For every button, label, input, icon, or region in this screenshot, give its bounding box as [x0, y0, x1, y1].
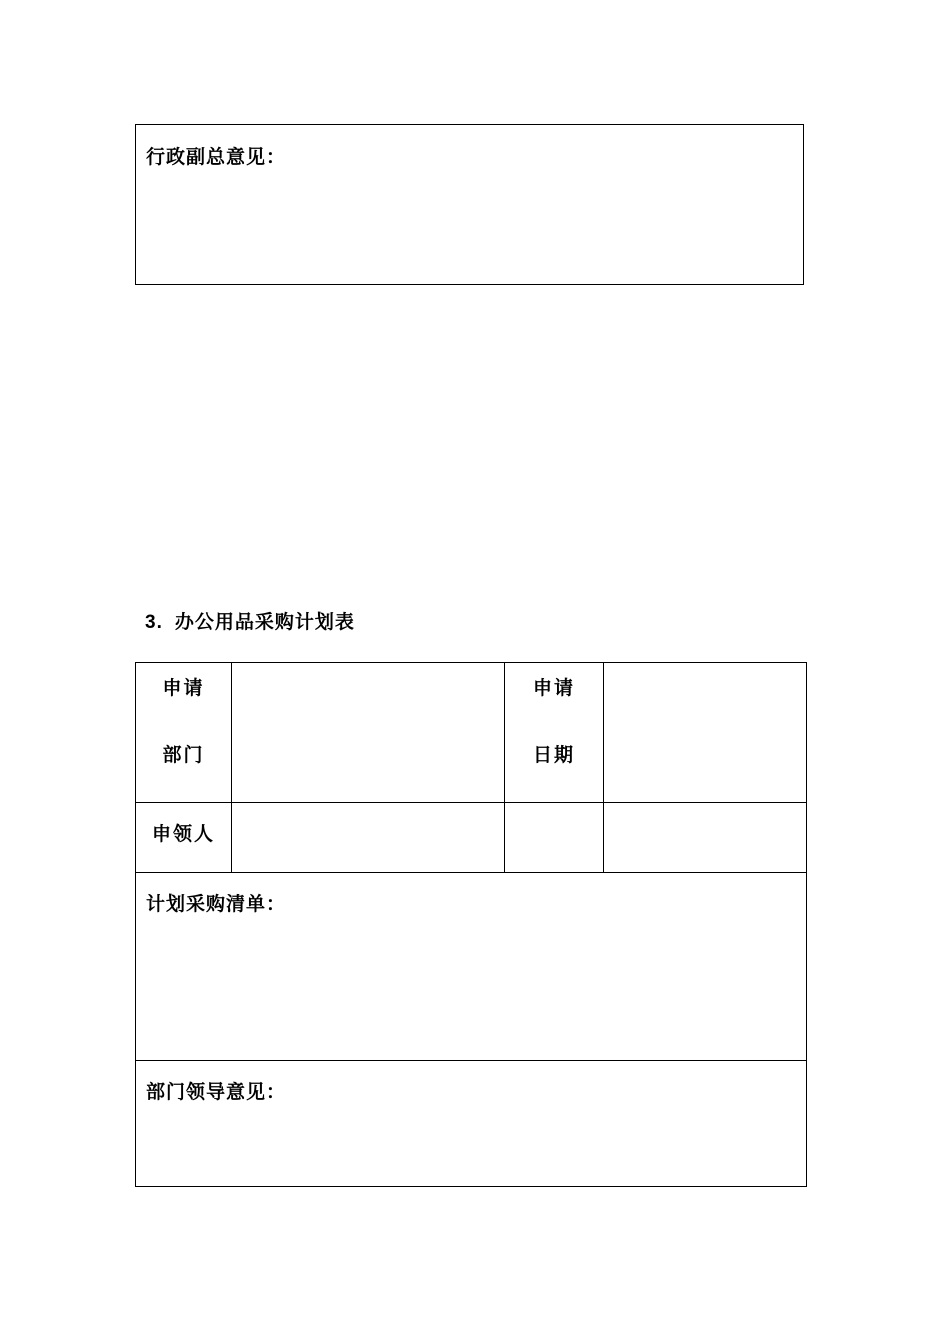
dept-leader-opinion-cell[interactable] — [136, 1061, 807, 1187]
section-title-text: 办公用品采购计划表 — [174, 611, 355, 633]
table-row — [136, 803, 807, 873]
receiver-extra-value-cell[interactable] — [604, 803, 807, 873]
receiver-label: 申领人 — [151, 823, 215, 845]
dept-leader-opinion-label: 部门领导意见： — [146, 1081, 287, 1103]
apply-date-label-line2: 日期 — [532, 744, 575, 766]
receiver-extra-cell[interactable] — [505, 803, 604, 873]
purchase-list-cell[interactable] — [136, 873, 807, 1061]
section-number: 3. — [145, 612, 163, 633]
table-row — [136, 1061, 807, 1187]
apply-dept-label-line2: 部门 — [162, 744, 205, 766]
table-row — [136, 873, 807, 1061]
receiver-label-cell — [136, 803, 232, 873]
apply-date-value-cell[interactable] — [604, 663, 807, 803]
section-title — [145, 607, 355, 634]
purchase-plan-table — [135, 662, 807, 1187]
apply-dept-value-cell[interactable] — [232, 663, 505, 803]
vp-opinion-label: 行政副总意见： — [146, 146, 287, 168]
apply-date-label-cell — [505, 663, 604, 803]
purchase-list-label: 计划采购清单： — [146, 893, 287, 915]
apply-date-label-line1: 申请 — [532, 677, 575, 699]
apply-dept-label-line1: 申请 — [162, 677, 205, 699]
table-row — [136, 663, 807, 803]
vp-opinion-box — [135, 124, 804, 285]
receiver-value-cell[interactable] — [232, 803, 505, 873]
apply-dept-label-cell — [136, 663, 232, 803]
